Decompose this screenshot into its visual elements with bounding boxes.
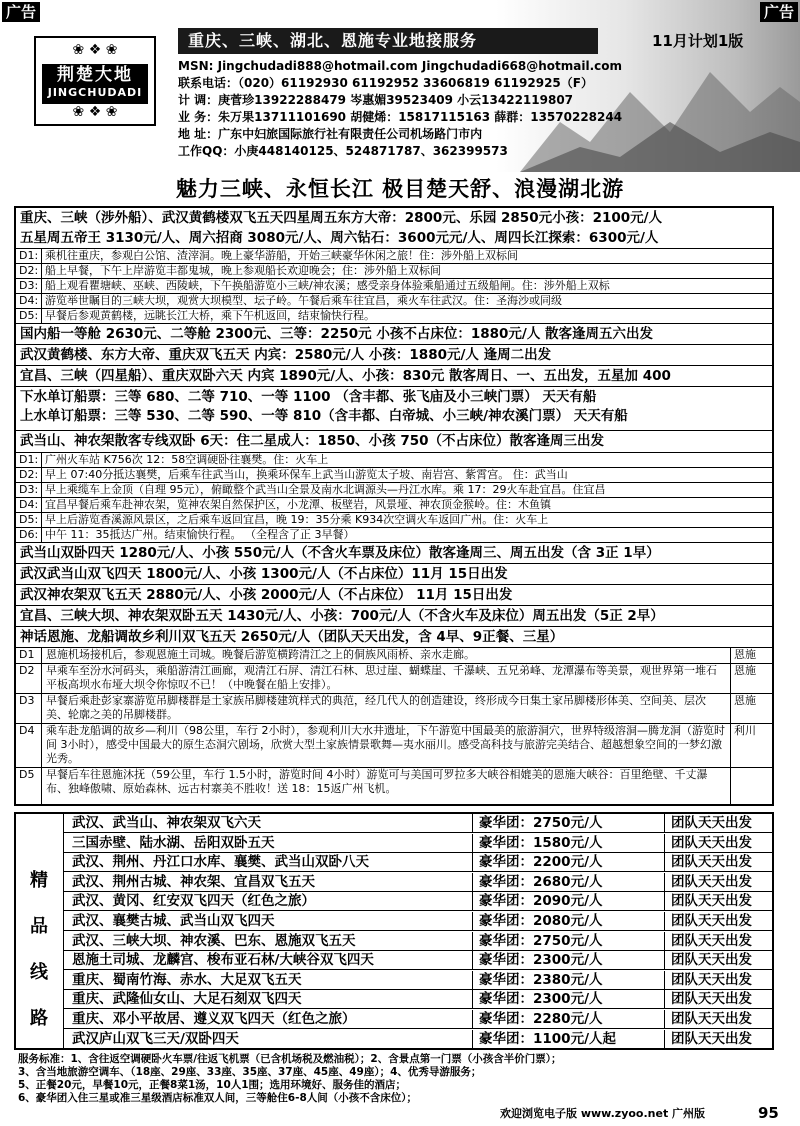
day-text: 船上早餐，下午上岸游览丰都鬼城，晚上参观船长欢迎晚会；住：涉外船上双标间 [45, 264, 441, 277]
featured-lines-table [14, 812, 774, 1050]
line-status: 团队天天出发 [664, 853, 752, 872]
ad-label-right: 广告 [760, 2, 798, 22]
company-logo [34, 36, 156, 126]
day-stay: 恩施 [730, 694, 772, 723]
logo-bar [42, 64, 148, 104]
ad-label-left: 广告 [2, 2, 40, 22]
route-enshi-lichuan: 神话恩施、龙船调故乡利川双飞五天 2650元/人（团队天天出发，含 4早、9正餐、三星） [16, 626, 772, 647]
table-row [64, 853, 772, 872]
service-standard-line: 3、含当地旅游空调车、（18座、29座、33座、35座、37座、45座、49座）；4、优秀导游服务； [18, 1066, 482, 1078]
side-char: 线 [30, 962, 48, 983]
slogan: 魅力三峡、永恒长江 极目楚天舒、浪漫湖北游 [175, 177, 625, 201]
day-key: D1: [16, 453, 42, 467]
itinerary-day [16, 452, 772, 467]
side-char: 品 [30, 916, 48, 937]
plan-version: 11月计划1版 [652, 32, 744, 50]
table-row [64, 951, 772, 970]
day-key: D3: [16, 483, 42, 497]
line-price: 豪华团：2080元/人 [472, 912, 603, 931]
contact-msn: MSN: Jingchudadi888@hotmail.com Jingchudadi668@hotmail.com [178, 59, 623, 73]
line-price: 豪华团：2300元/人 [472, 990, 603, 1009]
table-row [64, 873, 772, 892]
itinerary-day [16, 278, 772, 293]
table-row [64, 814, 772, 833]
itinerary-day [16, 497, 772, 512]
day-text: 早餐后参观黄鹤楼，远眺长江大桥，乘下午机返回，结束愉快行程。 [45, 309, 375, 322]
route-yichang-dam: 宜昌、三峡大坝、神农架双卧五天 1430元/人、小孩：700元/人（不含火车及床位）周五出发（5正 2早） [16, 605, 772, 626]
route-wuhan-shennongjia: 武汉神农架双飞五天 2880元/人、小孩 2000元/人（不占床位） 11月 15日出发 [16, 584, 772, 605]
itinerary-day [16, 767, 772, 804]
upstream-tickets: 上水单订船票：三等 530、二等 590、一等 810（含丰都、白帝城、小三峡/神农溪门票） 天天有船 [20, 408, 628, 424]
day-text: 早上后游览香溪源风景区，之后乘车返回宜昌，晚 19：35分乘 K934次空调火车返回广州。住：火车上 [45, 513, 549, 526]
service-banner: 重庆、三峡、湖北、恩施专业地接服务 [178, 28, 598, 54]
day-text: 游览举世瞩目的三峡大坝，观赏大坝模型、坛子岭。午餐后乘车往宜昌，乘火车往武汉。住：圣海沙或同级 [45, 294, 562, 307]
day-stay: 恩施 [730, 648, 772, 663]
day-key: D3: [16, 279, 42, 293]
route-three-gorges-title: 重庆、三峡（涉外船）、武汉黄鹤楼双飞五天四星周五东方大帝：2800元、乐园 2850元小孩：2100元/人 [20, 210, 663, 226]
route-wudang-sleeper: 武当山双卧四天 1280元/人、小孩 550元/人（不含火车票及床位）散客逢周三、周五出发（含 3正 1早） [16, 542, 772, 563]
day-text: 早餐后车往恩施沐抚（59公里，车行 1.5小时，游览时间 4小时）游览可与美国可罗拉多大峡谷相媲美的恩施大峡谷：百里绝壁、千丈瀑布、独峰傲啸、原始森林、远古村寨美不胜收！送 18：15返广州飞机。 [46, 768, 708, 795]
itinerary-day [16, 663, 772, 693]
day-text: 宜昌早餐后乘车赴神农架，览神农架自然保护区，小龙潭、板壁岩，风景垭、神农顶金猴岭。住：木鱼镇 [45, 498, 551, 511]
day-key: D4: [16, 498, 42, 512]
line-price: 豪华团：1100元/人起 [472, 1030, 616, 1049]
day-text: 船上观看瞿塘峡、巫峡、西陵峡，下午换船游览小三峡/神农溪；感受亲身体验乘船通过五级船闸。住：涉外船上双标 [45, 279, 610, 292]
itinerary-day [16, 308, 772, 323]
line-price: 豪华团：2090元/人 [472, 892, 603, 911]
line-status: 团队天天出发 [664, 873, 752, 892]
line-status: 团队天天出发 [664, 951, 752, 970]
day-stay [730, 768, 772, 804]
line-status: 团队天天出发 [664, 971, 752, 990]
table-row [64, 892, 772, 911]
day-text: 乘机往重庆，参观白公馆、渣滓洞。晚上豪华游船，开始三峡豪华休闲之旅！住：涉外船上双标间 [45, 249, 518, 262]
day-key: D5: [16, 309, 42, 323]
contact-phone: 联系电话：（020）61192930 61192952 33606819 61192925（F） [178, 76, 593, 90]
itinerary-day [16, 723, 772, 767]
day-text: 乘车赴龙船调的故乡—利川（98公里，车行 2小时），参观利川大水井遗址，下午游览中国最美的旅游洞穴，世界特级溶洞—腾龙洞（游览时间 3小时），感受中国最大的原生态洞穴剧场，欣赏大型土家族情景歌舞—夷水丽川。感受高科技与旅游完美结合、超越想象空间的一梦幻激光秀。 [46, 724, 725, 765]
day-text: 早上乘缆车上金顶（自理 95元），俯瞰整个武当山全景及南水北调源头—丹江水库。乘 17：29火车赴宜昌。住宜昌 [45, 483, 606, 496]
logo-cn: 荆楚大地 [57, 65, 133, 85]
day-stay: 恩施 [730, 664, 772, 693]
day-key: D3 [16, 694, 42, 723]
itinerary-day [16, 293, 772, 308]
line-name: 武汉、荆州、丹江口水库、襄樊、武当山双卧八天 [72, 854, 369, 871]
line-status: 团队天天出发 [664, 1010, 752, 1029]
itinerary-day [16, 693, 772, 723]
table-row [64, 932, 772, 951]
routes-frame [14, 206, 774, 806]
line-name: 重庆、蜀南竹海、赤水、大足双飞五天 [72, 971, 302, 988]
line-price: 豪华团：2750元/人 [472, 932, 603, 951]
line-status: 团队天天出发 [664, 814, 752, 833]
route-yellow-crane: 武汉黄鹤楼、东方大帝、重庆双飞五天 内宾：2580元/人 小孩：1880元/人 逢周二出发 [16, 344, 772, 365]
line-name: 武汉、武当山、神农架双飞六天 [72, 815, 261, 831]
ship-prices: 国内船一等舱 2630元、二等舱 2300元、三等：2250元 小孩不占床位：1880元/人 散客逢周五六出发 [16, 323, 772, 344]
line-status: 团队天天出发 [664, 932, 752, 951]
table-row [64, 912, 772, 931]
service-standard-line: 服务标准：1、含往返空调硬卧火车票/往返飞机票（已含机场税及燃油税）；2、含景点第一门票（小孩含半价门票）； [18, 1053, 562, 1065]
service-standard-line: 5、正餐20元，早餐10元，正餐8菜1汤，10人1围；选用环境好、服务佳的酒店； [18, 1079, 407, 1091]
itinerary-day [16, 263, 772, 278]
itinerary-day [16, 248, 772, 263]
line-price: 豪华团：2380元/人 [472, 971, 603, 990]
line-status: 团队天天出发 [664, 892, 752, 911]
side-char: 精 [30, 870, 48, 891]
line-price: 豪华团：2680元/人 [472, 873, 603, 892]
day-key: D1 [16, 648, 42, 663]
day-key: D5: [16, 513, 42, 527]
route-wudang-shennongjia: 武当山、神农架散客专线双卧 6天：住二星成人：1850、小孩 750（不占床位）散客逢周三出发 [16, 430, 772, 451]
contact-planner: 计 调：庚菅珍13922288479 岑惠媚39523409 小云13422119807 [178, 93, 574, 107]
route-wuhan-wudang: 武汉武当山双飞四天 1800元/人、小孩 1300元/人（不占床位）11月 15日出发 [16, 563, 772, 584]
line-name: 武汉、荆州古城、神农架、宜昌双飞五天 [72, 873, 315, 890]
itinerary-day [16, 482, 772, 497]
day-key: D2: [16, 264, 42, 278]
day-key: D4 [16, 724, 42, 767]
downstream-tickets: 下水单订船票：三等 680、二等 710、一等 1100 （含丰都、张飞庙及小三峡门票） 天天有船 [16, 386, 772, 407]
itinerary-day [16, 527, 772, 542]
day-key: D4: [16, 294, 42, 308]
day-text: 早餐后乘赴彭家寨游览吊脚楼群是土家族吊脚楼建筑样式的典范，经几代人的创造建设，终形成今日集土家吊脚楼形体美、空间美、层次美、轮廓之美的吊脚楼群。 [46, 694, 706, 721]
line-price: 豪华团：2280元/人 [472, 1010, 603, 1029]
page-number: 95 [758, 1104, 779, 1122]
line-status: 团队天天出发 [664, 1030, 752, 1049]
line-name: 重庆、邓小平故居、遵义双飞四天（红色之旅） [72, 1011, 356, 1027]
logo-ornament-bottom: ❀ ❖ ❀ [72, 104, 118, 120]
line-status: 团队天天出发 [664, 834, 752, 853]
line-name: 武汉、襄樊古城、武当山双飞四天 [72, 913, 275, 929]
day-key: D5 [16, 768, 42, 804]
line-price: 豪华团：2200元/人 [472, 853, 603, 872]
line-name: 恩施土司城、龙麟宫、梭布亚石林/大峡谷双飞四天 [72, 952, 374, 969]
line-price: 豪华团：1580元/人 [472, 834, 603, 853]
footer-website: 欢迎浏览电子版 www.zyoo.net 广州版 [500, 1107, 706, 1120]
day-text: 广州火车站 K756次 12：58空调硬卧往襄樊。住：火车上 [45, 453, 329, 466]
table-row [64, 834, 772, 853]
contact-sales: 业 务：朱万果13711101690 胡健烯：15817115163 薛群：13570228244 [178, 110, 623, 124]
route-three-gorges-prices: 五星周五帝王 3130元/人、周六招商 3080元/人、周六钻石：3600元元/人、周四长江探索：6300元/人 [20, 230, 659, 246]
table-row [64, 1030, 772, 1049]
table-row [64, 990, 772, 1009]
line-name: 武汉、三峡大坝、神农溪、巴东、恩施双飞五天 [72, 932, 356, 949]
itinerary-day [16, 512, 772, 527]
logo-ornament-top: ❀ ❖ ❀ [72, 42, 118, 58]
line-name: 重庆、武隆仙女山、大足石刻双飞四天 [72, 991, 302, 1008]
day-key: D2 [16, 664, 42, 693]
line-name: 武汉、黄冈、红安双飞四天（红色之旅） [72, 893, 315, 910]
line-name: 武汉庐山双飞三天/双卧四天 [72, 1030, 239, 1047]
day-stay: 利川 [730, 724, 772, 767]
contact-qq: 工作QQ：小庚448140125、524871787、362399573 [178, 144, 508, 158]
route-yichang-gorges: 宜昌、三峡（四星船）、重庆双卧六天 内宾 1890元/人、小孩：830元 散客周日、一、五出发，五星加 400 [16, 365, 772, 386]
itinerary-day [16, 467, 772, 482]
line-price: 豪华团：2750元/人 [472, 814, 603, 833]
day-key: D1: [16, 249, 42, 263]
line-status: 团队天天出发 [664, 990, 752, 1009]
itinerary-day [16, 647, 772, 663]
day-key: D2: [16, 468, 42, 482]
day-text: 早上 07:40分抵达襄樊，后乘车往武当山，换乘环保车上武当山游览太子坡、南岩宫、紫霄宫。 住：武当山 [45, 468, 568, 481]
day-text: 恩施机场接机后，参观恩施土司城。晚餐后游览横跨清江之上的侗族风雨桥、亲水走廊。 [46, 648, 475, 661]
service-standard-line: 6、豪华团入住三星或准三星级酒店标准双人间，三等舱住6-8人间（小孩不含床位）； [18, 1092, 418, 1104]
day-text: 早乘车至汾水河码头，乘船游清江画廊，观清江石屏、清江石林、思过崖、蝴蝶崖、千瀑峡、五兄弟峰、龙潭瀑布等美景，观世界第一堆石平板高坝水布垭大坝令你惊叹不已！（中晚餐在船上安排）。 [46, 664, 717, 691]
line-price: 豪华团：2300元/人 [472, 951, 603, 970]
contact-address: 地 址：广东中妇旅国际旅行社有限责任公司机场路门市内 [178, 127, 483, 141]
line-status: 团队天天出发 [664, 912, 752, 931]
line-name: 三国赤壁、陆水湖、岳阳双卧五天 [72, 834, 275, 851]
logo-en: JINGCHUDADI [47, 86, 143, 99]
table-row [64, 971, 772, 990]
table-row [64, 1010, 772, 1029]
side-char: 路 [30, 1008, 48, 1029]
featured-lines-label [16, 814, 64, 1048]
day-text: 中午 11：35抵达广州。结束愉快行程。 （全程含了正 3早餐） [45, 528, 355, 541]
day-key: D6: [16, 528, 42, 542]
